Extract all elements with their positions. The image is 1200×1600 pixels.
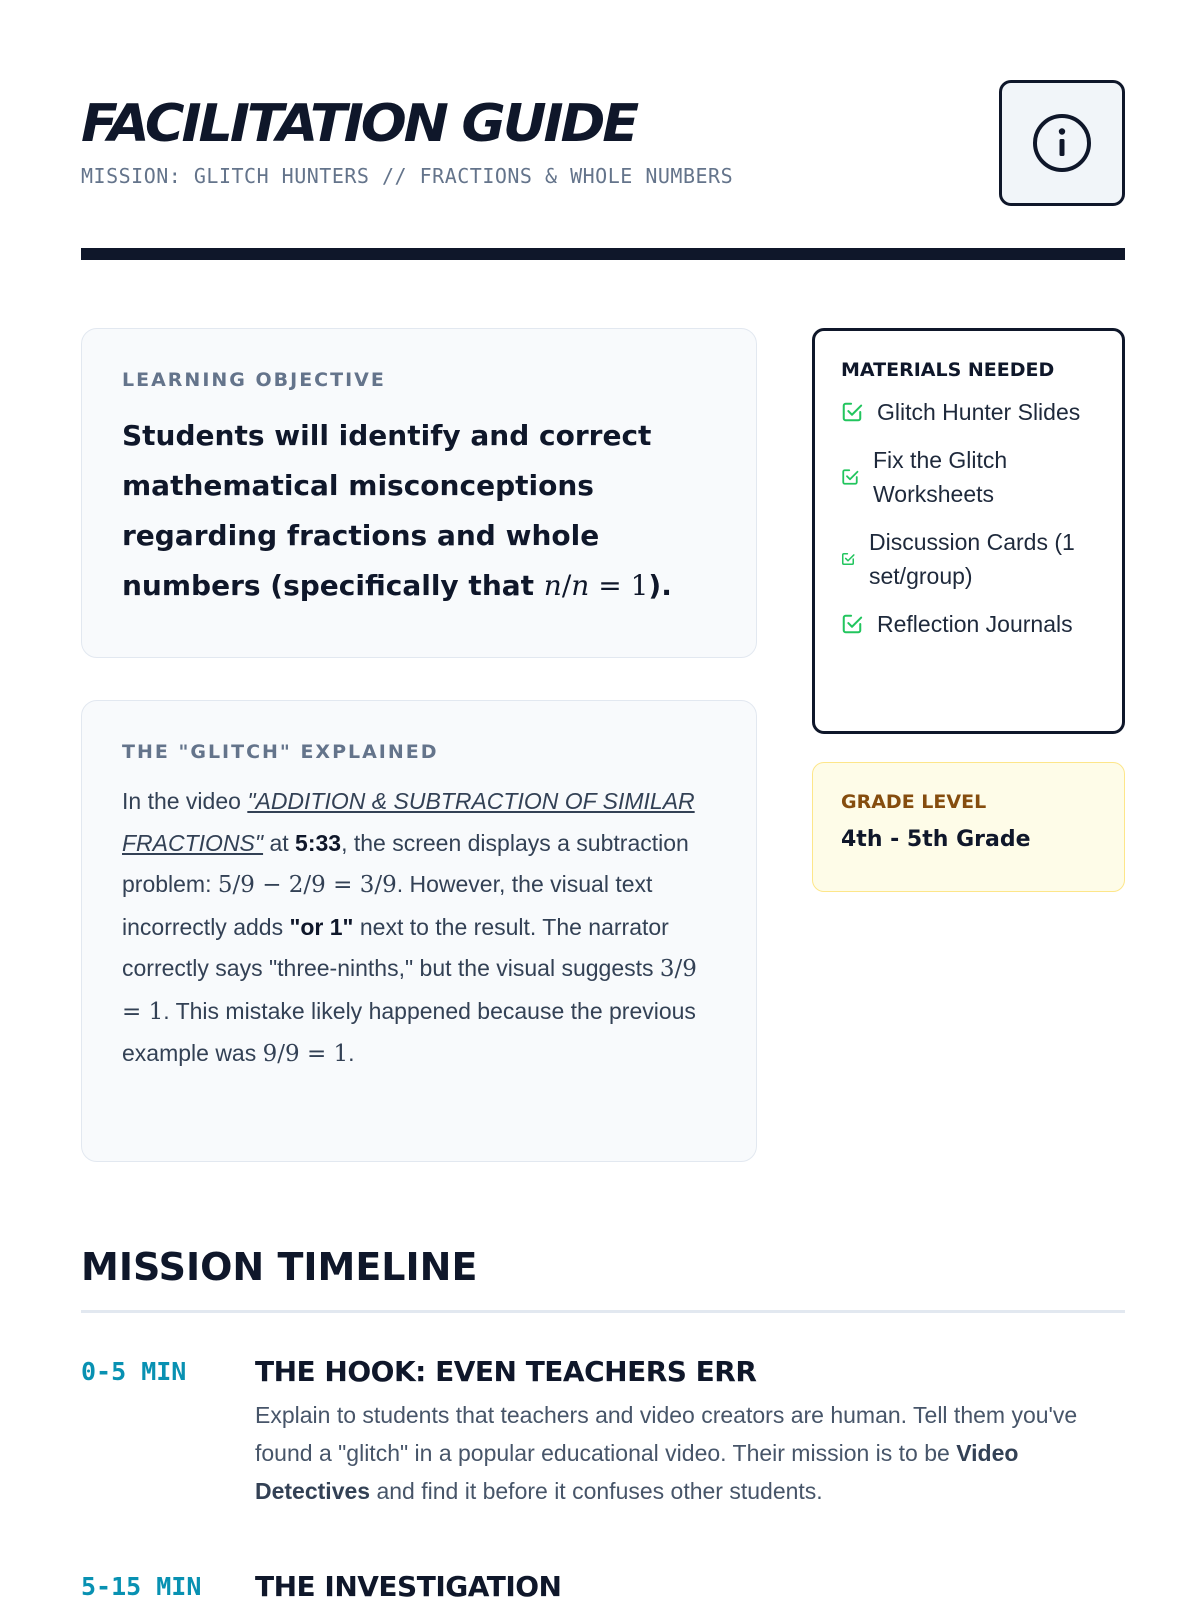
timeline-step-body: [255, 1570, 1125, 1600]
list-item: [841, 525, 1096, 593]
list-item: [841, 395, 1096, 429]
checkbox-icon: [841, 401, 863, 423]
info-icon: [1031, 112, 1093, 174]
materials-list: [841, 395, 1096, 641]
material-label: Reflection Journals: [877, 611, 1073, 637]
materials-needed-label: MATERIALS NEEDED: [841, 359, 1055, 381]
learning-objective-text: [122, 411, 716, 611]
timeline-divider: [81, 1310, 1125, 1313]
grade-level-card: [812, 762, 1125, 892]
info-button[interactable]: [999, 80, 1125, 206]
glitch-text-part: , the screen displays a subtraction problem:: [122, 829, 689, 897]
glitch-or-one: "or 1": [289, 913, 354, 940]
material-label: Glitch Hunter Slides: [877, 399, 1081, 425]
video-title-link[interactable]: "ADDITION & SUBTRACTION OF SIMILAR FRACTIONS": [122, 788, 695, 856]
learning-objective-label: LEARNING OBJECTIVE: [122, 369, 386, 391]
glitch-text-part: . This mistake likely happened because the previous example was: [122, 997, 696, 1066]
checkbox-icon: [841, 552, 855, 566]
timeline-step-time: 5-15 MIN: [81, 1572, 202, 1600]
timeline-step-time: 0-5 MIN: [81, 1357, 187, 1386]
page-header: [81, 80, 1125, 210]
equation-wrong: 3/9 = 1: [122, 956, 697, 1025]
equation-subtraction: 5/9 − 2/9 = 3/9: [217, 872, 397, 898]
timeline-step-description: [255, 1396, 1125, 1510]
objective-text-end: ).: [648, 569, 672, 602]
video-timestamp: 5:33: [295, 829, 342, 856]
page-subtitle: MISSION: GLITCH HUNTERS // FRACTIONS & WHOLE NUMBERS: [81, 164, 734, 188]
glitch-explained-text: [122, 781, 716, 1076]
grade-level-value: 4th - 5th Grade: [841, 827, 1031, 852]
equation-previous: 9/9 = 1: [262, 1041, 349, 1067]
timeline-desc-part: and find it before it confuses other students.: [370, 1478, 823, 1504]
glitch-text-part: . However, the visual text incorrectly adds: [122, 871, 653, 940]
checkbox-icon: [841, 468, 859, 486]
glitch-text-part: next to the result. The narrator correctly says "three-ninths," but the visual suggests: [122, 913, 669, 981]
timeline-step-heading: THE INVESTIGATION: [255, 1570, 562, 1600]
glitch-text-part: .: [348, 1040, 355, 1066]
list-item: [841, 443, 1096, 511]
objective-equation: n/n = 1: [543, 569, 649, 602]
list-item: [841, 607, 1096, 641]
page-title: FACILITATION GUIDE: [81, 94, 637, 154]
glitch-text-part: In the video: [122, 788, 248, 814]
glitch-text-part: at: [263, 829, 296, 856]
header-divider: [81, 248, 1125, 260]
timeline-step: [81, 1355, 1125, 1515]
checkbox-icon: [841, 613, 863, 635]
material-label: Fix the Glitch Worksheets: [873, 447, 1008, 507]
objective-text-part: Students will identify and correct mathematical misconceptions regarding fractions and whole numbers (specifically that: [122, 419, 652, 602]
glitch-explained-label: THE "GLITCH" EXPLAINED: [122, 741, 439, 763]
timeline-step-heading: THE HOOK: EVEN TEACHERS ERR: [255, 1355, 757, 1388]
timeline-step: [81, 1570, 1125, 1600]
timeline-desc-part: Explain to students that teachers and video creators are human. Tell them you've found a "glitch" in a popular educational video. Their mission is to be: [255, 1402, 1078, 1466]
glitch-explained-card: [81, 700, 757, 1162]
timeline-title: MISSION TIMELINE: [81, 1245, 478, 1289]
timeline-desc-bold: Video Detectives: [255, 1440, 1019, 1504]
materials-needed-card: [812, 328, 1125, 734]
grade-level-label: GRADE LEVEL: [841, 791, 987, 813]
timeline-step-body: [255, 1355, 1125, 1510]
material-label: Discussion Cards (1 set/group): [869, 529, 1075, 589]
learning-objective-card: [81, 328, 757, 658]
